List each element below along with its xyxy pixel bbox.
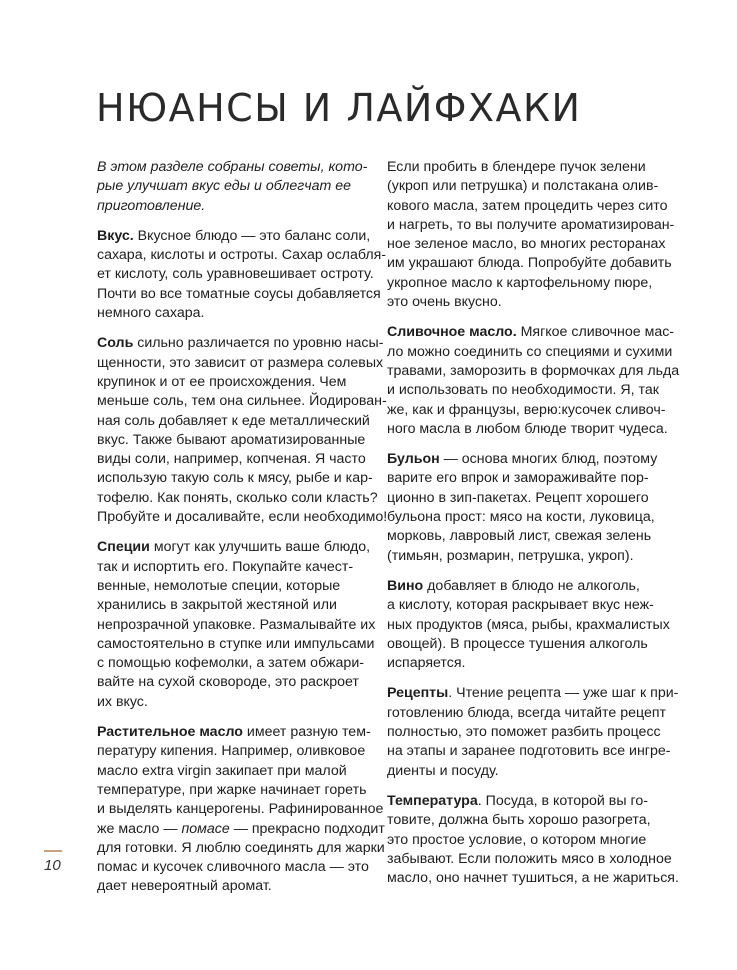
paragraph — [387, 323, 680, 439]
text-line: температуре, при жарке начинает гореть — [97, 781, 367, 798]
text-line: травами, заморозить в формочках для льда — [387, 362, 680, 379]
text-line: диенты и посуду. — [387, 762, 499, 779]
paragraph — [387, 450, 669, 566]
paragraph-term: Бульон — [387, 451, 440, 468]
text-line: с помощью кофемолки, а затем обжари- — [97, 655, 364, 672]
text-line: Соль сильно различается по уровню насы- — [97, 335, 384, 352]
text-line: Если пробить в блендере пучок зелени — [387, 159, 646, 175]
paragraph-term: Растительное масло — [97, 724, 243, 741]
text-line: Температура. Посуда, в которой вы го- — [387, 792, 648, 809]
text-line: масло extra virgin закипает при малой — [97, 762, 347, 779]
left-column — [97, 158, 388, 908]
text-line: рые улучшат вкус еды и облегчат ее — [97, 178, 352, 195]
text-line: ная соль добавляет к еде металлический — [97, 412, 370, 429]
text-line: так и испортить его. Покупайте качест- — [97, 558, 354, 575]
paragraph — [97, 334, 388, 527]
paragraph-term: Вино — [387, 577, 424, 594]
text-line: В этом разделе собраны советы, кото- — [97, 159, 368, 175]
text-line: же масло — помасе — прекрасно подходит — [97, 820, 385, 837]
text-line: Растительное масло имеет разную тем- — [97, 724, 371, 741]
text-line: забывают. Если положить мясо в холодное — [387, 850, 672, 867]
text-line: щенности, это зависит от размера солевых — [97, 354, 384, 371]
text-line: Пробуйте и досаливайте, если необходимо! — [97, 509, 388, 526]
text-line: же, как и французы, верю:кусочек сливоч- — [387, 401, 666, 418]
text-line: укропное масло к картофельному пюре, — [387, 274, 653, 291]
text-line: непрозрачной упаковке. Размалывайте их — [97, 616, 376, 633]
text-line: и использовать по необходимости. Я, так — [387, 382, 659, 399]
paragraph — [387, 158, 675, 312]
text-line: Рецепты. Чтение рецепта — уже шаг к при- — [387, 685, 679, 702]
italic-term: помасе — [181, 820, 230, 837]
text-line: готовлению блюда, всегда читайте рецепт — [387, 704, 667, 721]
page-title: НЮАНСЫ И ЛАЙФХАКИ — [96, 86, 582, 130]
paragraph-term: Вкус. — [97, 227, 134, 244]
paragraph-term: Температура — [387, 792, 478, 809]
text-line: овощей). В процессе тушения алкоголь — [387, 635, 648, 652]
footer-accent-rule — [44, 850, 62, 852]
text-line: немного сахара. — [97, 305, 205, 322]
text-line: это очень вкусно. — [387, 294, 502, 311]
text-line: их вкус. — [97, 693, 148, 710]
text-line: полностью, это поможет разбить процесс — [387, 724, 661, 741]
text-line: для готовки. Я люблю соединять для жарки — [97, 839, 385, 856]
text-line: сахара, кислоты и остроты. Сахар ослабля- — [97, 247, 387, 264]
text-line: дает невероятный аромат. — [97, 878, 272, 895]
text-line: ных продуктов (мяса, рыбы, крахмалистых — [387, 616, 670, 633]
text-line: (укроп или петрушка) и полстакана олив- — [387, 178, 659, 195]
text-line: варите его впрок и замораживайте пор- — [387, 470, 649, 487]
paragraph — [97, 723, 385, 897]
text-line: приготовление. — [97, 197, 206, 214]
text-line: Бульон — основа многих блюд, поэтому — [387, 451, 658, 468]
text-line: хранились в закрытой жестяной или — [97, 597, 337, 614]
text-line: самостоятельно в ступке или импульсами — [97, 635, 375, 652]
text-line: и выделять канцерогены. Рафинированное — [97, 801, 384, 818]
text-line: венные, немолотые специи, которые — [97, 577, 341, 594]
text-line: ционно в зип-пакетах. Рецепт хорошего — [387, 489, 649, 506]
text-line: бульона прост: мясо на кости, луковица, — [387, 509, 655, 526]
text-line: вкус. Также бывают ароматизированные — [97, 431, 366, 448]
page-number: 10 — [44, 857, 61, 874]
text-line: помас и кусочек сливочного масла — это — [97, 859, 369, 876]
paragraph-term: Сливочное масло. — [387, 324, 517, 341]
text-line: использую такую соль к мясу, рыбе и кар- — [97, 470, 373, 487]
text-line: виды соли, например, копченая. Я часто — [97, 451, 366, 468]
text-line: и нагреть, то вы получите ароматизирован- — [387, 216, 675, 233]
text-line: испаряется. — [387, 655, 466, 672]
text-line: кового масла, затем процедить через сито — [387, 197, 668, 214]
text-line: а кислоту, которая раскрывает вкус неж- — [387, 597, 654, 614]
text-line: Почти во все томатные соусы добавляется — [97, 285, 381, 302]
paragraph — [387, 792, 679, 888]
paragraph-term: Специи — [97, 539, 150, 556]
paragraph — [97, 227, 387, 323]
text-line: на этапы и заранее подготовить все ингре- — [387, 743, 671, 760]
text-line: Вино добавляет в блюдо не алкоголь, — [387, 577, 640, 594]
paragraph — [97, 538, 377, 712]
text-line: товите, должна быть хорошо разогрета, — [387, 812, 651, 829]
text-line: морковь, лавровый лист, свежая зелень — [387, 528, 652, 545]
paragraph — [387, 684, 679, 780]
right-column — [387, 158, 680, 899]
paragraph-term: Рецепты — [387, 685, 449, 702]
text-line: ет кислоту, соль уравновешивает остроту. — [97, 266, 374, 283]
text-line: это простое условие, о котором многие — [387, 831, 647, 848]
paragraph — [97, 158, 377, 216]
text-line: Специи могут как улучшить ваше блюдо, — [97, 539, 371, 556]
text-line: ное зеленое масло, во многих ресторанах — [387, 236, 666, 253]
paragraph — [387, 577, 669, 673]
text-line: пературу кипения. Например, оливковое — [97, 743, 366, 760]
text-line: тофелю. Как понять, сколько соли класть? — [97, 489, 378, 506]
text-line: Сливочное масло. Мягкое сливочное мас- — [387, 324, 675, 341]
text-line: меньше соль, тем она сильнее. Йодирован- — [97, 393, 387, 410]
text-line: ного масла в любом блюде творит чудеса. — [387, 420, 668, 437]
text-line: вайте на сухой сковороде, это раскроет — [97, 674, 359, 691]
text-line: им украшают блюда. Попробуйте добавить — [387, 255, 672, 272]
text-line: Вкус. Вкусное блюдо — это баланс соли, — [97, 227, 371, 244]
text-line: (тимьян, розмарин, петрушка, укроп). — [387, 547, 634, 564]
text-line: масло, оно начнет тушиться, а не жариться. — [387, 870, 679, 887]
text-line: ло можно соединить со специями и сухими — [387, 343, 673, 360]
paragraph-term: Соль — [97, 335, 134, 352]
text-line: крупинок и от ее происхождения. Чем — [97, 373, 347, 390]
